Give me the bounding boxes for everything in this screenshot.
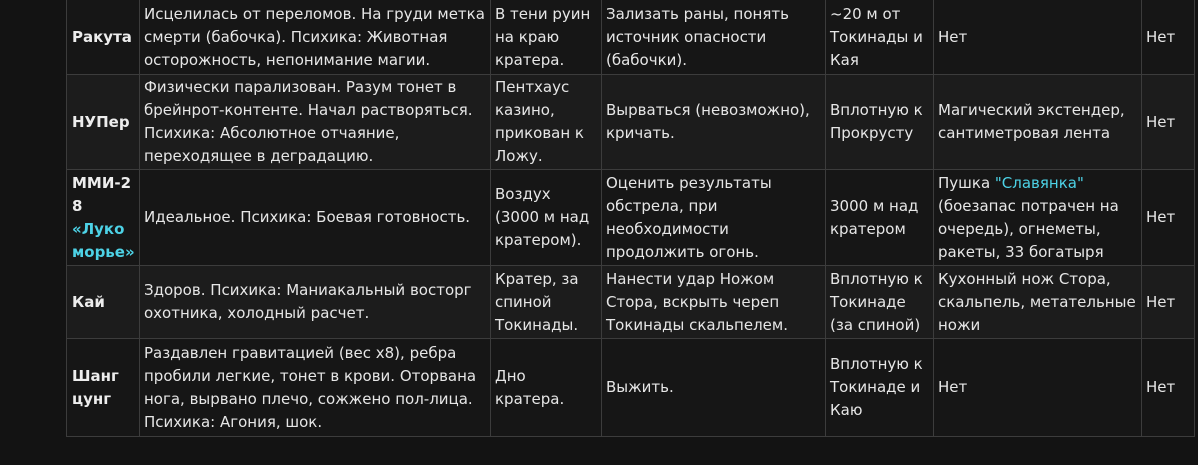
table-row [67,266,1195,339]
location-cell: Кратер, за спиной Токинады. [491,266,602,339]
character-name-cell: Шанг цунг [67,339,140,437]
distance-cell: ~20 м от Токинады и Кая [826,0,934,75]
distance-cell: Вплотную к Токинаде и Каю [826,339,934,437]
table-row [67,339,1195,437]
goal-cell: Вырваться (невозможно), кричать. [602,75,826,170]
goal-cell: Оценить результаты обстрела, при необходимости продолжить огонь. [602,170,826,266]
extra-cell: Нет [1142,0,1195,75]
location-cell: В тени руин на краю кратера. [491,0,602,75]
weapons-cell: Магический экстендер, сантиметровая лента [934,75,1142,170]
distance-cell: 3000 м над кратером [826,170,934,266]
goal-cell: Выжить. [602,339,826,437]
state-cell: Физически парализован. Разум тонет в брейнрот-контенте. Начал растворяться. Психика: Абсолютное отчаяние, переходящее в деградацию. [140,75,491,170]
state-cell: Исцелилась от переломов. На груди метка смерти (бабочка). Психика: Животная осторожность, непонимание магии. [140,0,491,75]
weapons-cell: Нет [934,339,1142,437]
goal-cell: Нанести удар Ножом Стора, вскрыть череп Токинады скальпелем. [602,266,826,339]
table-row [67,0,1195,75]
state-cell: Раздавлен гравитацией (вес х8), ребра пробили легкие, тонет в крови. Оторвана нога, вырвано плечо, сожжено пол-лица. Психика: Агония, шок. [140,339,491,437]
distance-cell: Вплотную к Токинаде (за спиной) [826,266,934,339]
weapons-prefix: Пушка [938,173,995,192]
goal-cell: Зализать раны, понять источник опасности (бабочки). [602,0,826,75]
table-row [67,75,1195,170]
distance-cell: Вплотную к Прокрусту [826,75,934,170]
location-cell: Воздух (3000 м над кратером). [491,170,602,266]
weapons-cell: Кухонный нож Стора, скальпель, метательные ножи [934,266,1142,339]
state-cell: Здоров. Психика: Маниакальный восторг охотника, холодный расчет. [140,266,491,339]
table-row [67,170,1195,266]
character-name-cell: Кай [67,266,140,339]
location-cell: Дно кратера. [491,339,602,437]
state-cell: Идеальное. Психика: Боевая готовность. [140,170,491,266]
extra-cell: Нет [1142,75,1195,170]
extra-cell: Нет [1142,170,1195,266]
character-name-cell: НУПер [67,75,140,170]
extra-cell: Нет [1142,266,1195,339]
character-name-main: ММИ-28 [72,173,132,215]
weapons-suffix: (боезапас потрачен на очередь), огнеметы, ракеты, 33 богатыря [938,196,1119,261]
character-name-link[interactable]: «Лукоморье» [72,219,135,261]
character-status-table [66,0,1195,437]
character-status-table-wrapper [66,0,1196,437]
extra-cell: Нет [1142,339,1195,437]
weapons-cell: Нет [934,0,1142,75]
character-name-cell [67,170,140,266]
weapons-link[interactable]: "Славянка" [994,173,1084,192]
location-cell: Пентхаус казино, прикован к Ложу. [491,75,602,170]
weapons-cell [934,170,1142,266]
character-name-cell: Ракута [67,0,140,75]
